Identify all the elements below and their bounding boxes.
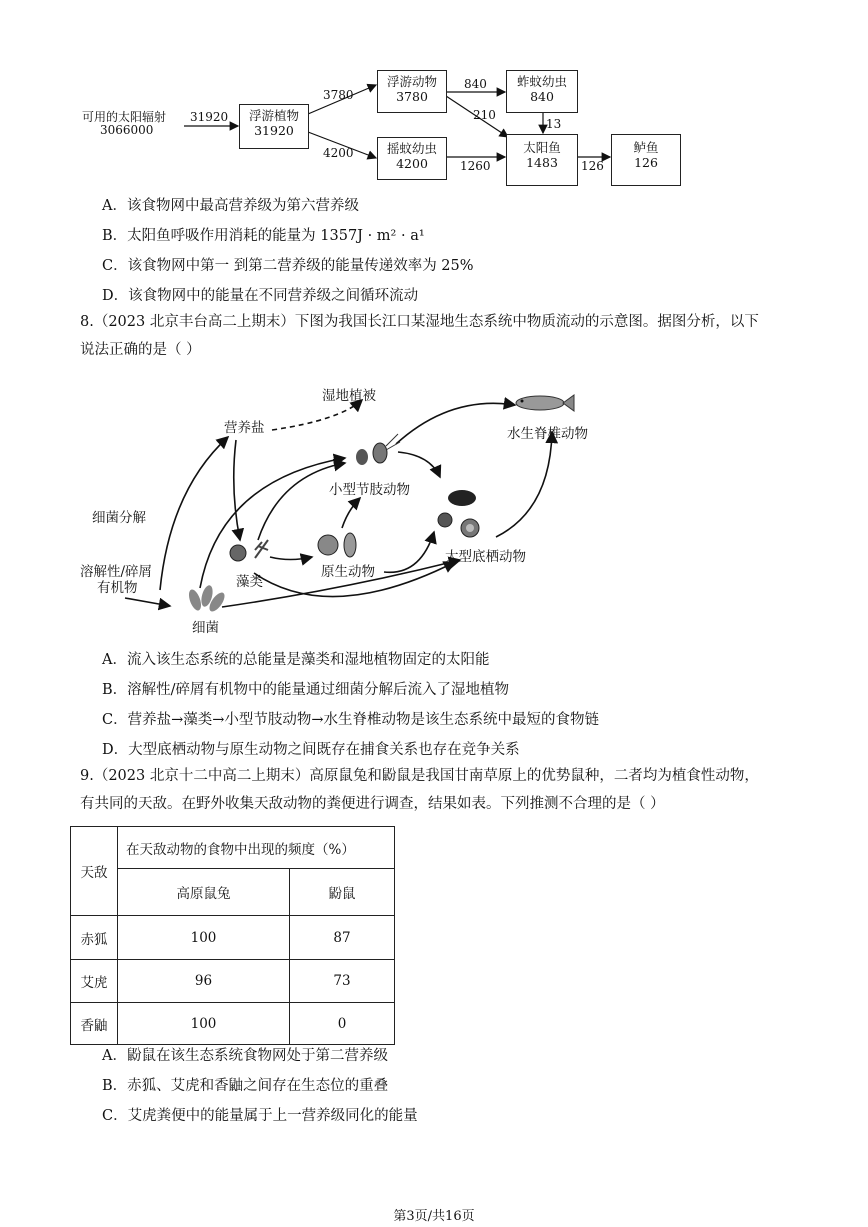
- arrow-value-sun-perch: 126: [581, 159, 604, 173]
- table-cell: 100: [118, 916, 290, 960]
- arrow-value-zoo-mosq: 840: [464, 77, 487, 91]
- energy-flow-diagram: [0, 0, 868, 190]
- table-cell: 96: [118, 960, 290, 1003]
- table-cell: 87: [290, 916, 395, 960]
- benthic-animal-icon: [438, 490, 479, 537]
- source-label: 可用的太阳辐射: [82, 110, 167, 124]
- q7-option-c: C．该食物网中第一 到第二营养级的能量传递效率为 25%: [102, 258, 474, 274]
- table-cell: 100: [118, 1003, 290, 1045]
- phytoplankton-value: 31920: [254, 123, 294, 138]
- table-col-header-pika: 高原鼠兔: [118, 869, 290, 916]
- protozoa-icon: [318, 533, 356, 557]
- arrow-value-phyto-larva: 4200: [323, 146, 354, 160]
- predator-frequency-table: [70, 826, 395, 1045]
- material-flow-diagram: [0, 370, 868, 640]
- q8-option-b: B．溶解性/碎屑有机物中的能量通过细菌分解后流入了湿地植物: [102, 682, 510, 698]
- table-cell: 73: [290, 960, 395, 1003]
- bacterial-decomposition-label: 细菌分解: [92, 510, 146, 526]
- larva-node: [377, 137, 447, 180]
- q8-option-a: A．流入该生态系统的总能量是藻类和湿地植物固定的太阳能: [102, 652, 490, 668]
- arrow-value-zoo-sun: 210: [473, 108, 496, 122]
- q9-stem-line1: 9.（2023 北京十二中高二上期末）高原鼠兔和鼢鼠是我国甘南草原上的优势鼠种，二者均为植食性动物，: [80, 768, 759, 784]
- table-cell: 0: [290, 1003, 395, 1045]
- phytoplankton-label: 浮游植物: [248, 108, 299, 123]
- table-row: [71, 1003, 395, 1045]
- source-value: 3066000: [100, 123, 154, 137]
- table-row-name: 艾虎: [71, 960, 118, 1003]
- table-row: [71, 960, 395, 1003]
- arrow-value-larva-sun: 1260: [460, 159, 491, 173]
- perch-label: 鲈鱼: [633, 140, 659, 155]
- q7-option-d: D．该食物网中的能量在不同营养级之间循环流动: [102, 288, 419, 304]
- q9-option-c: C．艾虎粪便中的能量属于上一营养级同化的能量: [102, 1108, 418, 1124]
- table-col-header-zokor: 鼢鼠: [290, 869, 395, 916]
- large-benthic-label: 大型底栖动物: [445, 549, 526, 565]
- table-corner-header: 天敌: [71, 827, 118, 916]
- sunfish-label: 太阳鱼: [523, 140, 561, 155]
- q7-option-b: B．太阳鱼呼吸作用消耗的能量为 1357J · m² · a¹: [102, 228, 425, 244]
- q7-option-a: A．该食物网中最高营养级为第六营养级: [102, 198, 359, 214]
- nutrient-label: 营养盐: [224, 420, 265, 436]
- q8-stem-line2: 说法正确的是（ ）: [80, 342, 201, 358]
- q8-stem: [80, 308, 792, 364]
- organic-matter-label-2: 有机物: [97, 580, 138, 596]
- fish-icon: [516, 395, 574, 411]
- arrow-value-mosq-sun: 13: [546, 117, 562, 131]
- q9-option-b: B．赤狐、艾虎和香鼬之间存在生态位的重叠: [102, 1078, 389, 1094]
- mosquito-prefix: 蚱: [516, 74, 530, 89]
- organic-matter-label-1: 溶解性/碎屑: [80, 564, 153, 580]
- q8-stem-line1: 8.（2023 北京丰台高二上期末）下图为我国长江口某湿地生态系统中物质流动的示意图。据图分析，以下: [80, 314, 759, 330]
- wetland-vegetation-label: 湿地植被: [322, 388, 376, 404]
- table-row-name: 赤狐: [71, 916, 118, 960]
- q9-stem-line2: 有共同的天敌。在野外收集天敌动物的粪便进行调查，结果如表。下列推测不合理的是（ ）: [80, 796, 665, 812]
- bacteria-label: 细菌: [192, 620, 219, 636]
- larva-value: 4200: [396, 156, 428, 171]
- algae-icon: [230, 540, 268, 561]
- table-row: [71, 916, 395, 960]
- perch-value: 126: [634, 155, 658, 170]
- material-flow-arrows: [0, 370, 868, 640]
- algae-label: 藻类: [236, 574, 263, 590]
- larva-label: 摇蚊幼虫: [386, 141, 437, 156]
- mosquito-label: 蚊幼虫: [529, 74, 568, 89]
- arrow-value-source: 31920: [190, 110, 229, 124]
- perch-node: [611, 134, 681, 186]
- zooplankton-node: [377, 70, 447, 113]
- mosquito-value: 840: [530, 89, 554, 104]
- zooplankton-label: 浮游动物: [386, 74, 437, 89]
- bacteria-icon: [187, 584, 228, 614]
- protozoa-label: 原生动物: [321, 564, 375, 580]
- arthropod-icon: [356, 434, 400, 465]
- table-row-name: 香鼬: [71, 1003, 118, 1045]
- q9-stem: [80, 762, 792, 818]
- table-group-header: 在天敌动物的食物中出现的频度（%）: [118, 827, 395, 869]
- sunfish-node: [506, 134, 578, 186]
- q8-option-c: C．营养盐→藻类→小型节肢动物→水生脊椎动物是该生态系统中最短的食物链: [102, 712, 600, 728]
- zooplankton-value: 3780: [396, 89, 428, 104]
- page-footer: 第3页/共16页: [393, 1209, 475, 1224]
- aquatic-vertebrate-label: 水生脊椎动物: [507, 426, 588, 442]
- sunfish-value: 1483: [526, 155, 558, 170]
- arrow-value-phyto-zoo: 3780: [323, 88, 354, 102]
- q8-option-d: D．大型底栖动物与原生动物之间既存在捕食关系也存在竞争关系: [102, 742, 520, 758]
- q9-option-a: A．鼢鼠在该生态系统食物网处于第二营养级: [102, 1048, 388, 1064]
- phytoplankton-node: [239, 104, 309, 149]
- mosquito-larva-node: [506, 70, 578, 113]
- small-arthropod-label: 小型节肢动物: [329, 482, 410, 498]
